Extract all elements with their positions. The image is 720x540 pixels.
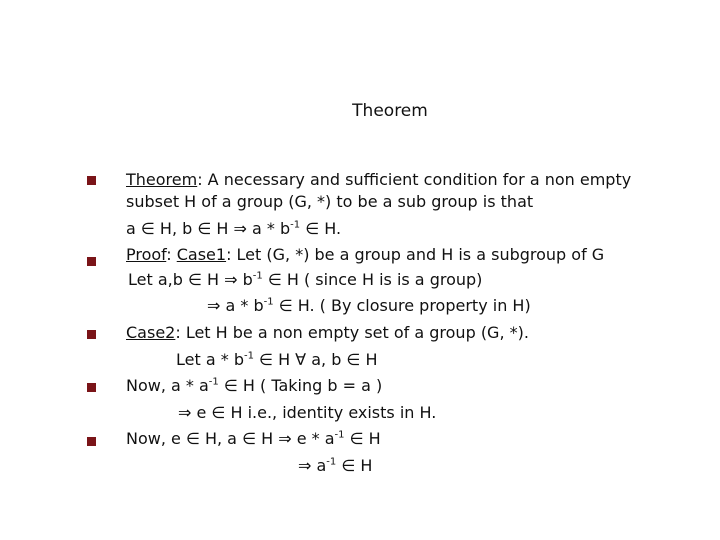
proof-line-1: Proof: Case1: Let (G, *) be a group and H is a subgroup of G (126, 245, 605, 264)
theorem-term: Theorem (126, 170, 198, 189)
proof-line-2: Let a,b ∈ H ⇒ $b^{-1}$ ∈ H ( since H is is a group) (128, 270, 483, 289)
case1-term: Case1 (176, 245, 227, 264)
bullet-marker-2 (87, 257, 96, 266)
theorem-statement: : A necessary and sufficient condition for a non empty (197, 170, 632, 189)
case2-line-1: Case2: Let H be a non empty set of a group (G, *). (126, 323, 529, 342)
case2-term: Case2 (126, 323, 176, 342)
now-line-2: Now, e ∈ H, a ∈ H ⇒ e * $a^{-1}$ ∈ H (126, 429, 381, 448)
identity-line: ⇒ e ∈ H i.e., identity exists in H. (178, 403, 437, 422)
bullet-marker-5 (87, 437, 96, 446)
case2-line-2: Let a * $b^{-1}$ ∈ H ∀ a, b ∈ H (176, 350, 378, 369)
proof-line-3: ⇒ a * $b^{-1}$ ∈ H. ( By closure property in H) (207, 296, 531, 315)
slide-title: Theorem (352, 101, 428, 121)
theorem-line-3: a ∈ H, b ∈ H ⇒ a * $b^{-1}$ ∈ H. (126, 219, 342, 238)
proof-term: Proof (126, 245, 167, 264)
bullet-marker-3 (87, 330, 96, 339)
inverse-line: ⇒ $a^{-1}$ ∈ H (298, 456, 373, 475)
now-line-1: Now, a * $a^{-1}$ ∈ H ( Taking b = a ) (126, 376, 383, 395)
theorem-line-1 (126, 170, 631, 190)
bullet-marker-4 (87, 383, 96, 392)
bullet-marker-1 (87, 176, 96, 185)
theorem-line-2: subset H of a group (G, *) to be a sub group is that (126, 192, 534, 211)
